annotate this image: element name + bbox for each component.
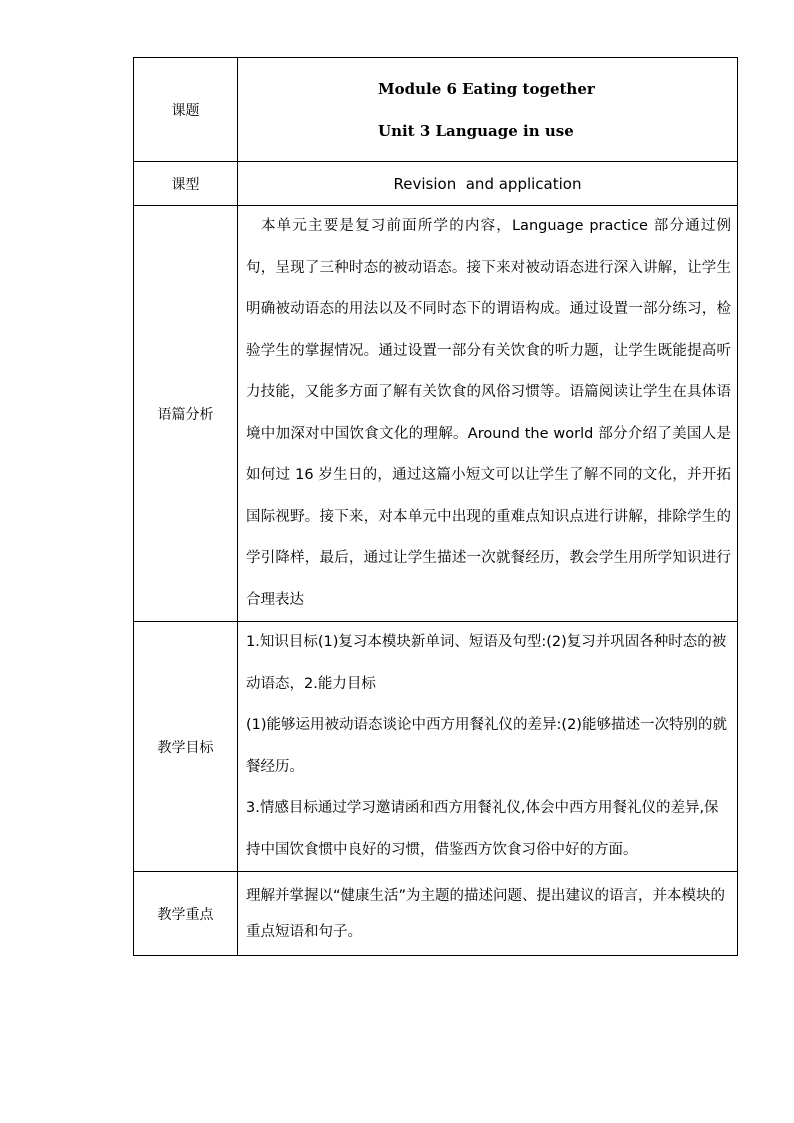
table-row-teaching-goals (134, 622, 738, 872)
table-row-teaching-focus (134, 872, 738, 956)
lesson-plan-table (133, 57, 738, 956)
teaching-goals-content (238, 622, 738, 872)
teaching-goals-line-1: 1.知识目标(1)复习本模块新单词、短语及句型:(2)复习并巩固各种时态的被动语态，2.能力目标 (246, 634, 727, 692)
text-analysis-paragraph: 本单元主要是复习前面所学的内容，Language practice 部分通过例句，呈现了三种时态的被动语态。接下来对被动语态进行深入讲解，让学生明确被动语态的用法以及不同时态下的谓语构成。通过设置一部分练习，检验学生的掌握情况。通过设置一部分有关饮食的听力题，让学生既能提高听力技能，又能多方面了解有关饮食的风俗习惯等。语篇阅读让学生在具体语境中加深对中国饮食文化的理解。Around the world 部分介绍了美国人是如何过 16 岁生日的，通过这篇小短文可以让学生了解不同的文化，并开拓国际视野。接下来，对本单元中出现的重难点知识点进行讲解，排除学生的学引降样，最后，通过让学生描述一次就餐经历，教会学生用所学知识进行合理表达 (246, 218, 731, 608)
module-title: Module 6 Eating together (378, 79, 595, 98)
teaching-goals-label: 教学目标 (134, 622, 238, 872)
text-analysis-label: 语篇分析 (134, 206, 238, 622)
teaching-goals-line-2: (1)能够运用被动语态谈论中西方用餐礼仪的差异:(2)能够描述一次特别的就餐经历。 (246, 717, 727, 775)
teaching-focus-label: 教学重点 (134, 872, 238, 956)
table-row-text-analysis (134, 206, 738, 622)
text-analysis-content (238, 206, 738, 622)
topic-label: 课题 (134, 58, 238, 162)
topic-content (238, 58, 738, 162)
table-row-topic (134, 58, 738, 162)
teaching-focus-text: 理解并掌握以“健康生活”为主题的描述问题、提出建议的语言，并本模块的重点短语和句子。 (246, 887, 726, 940)
unit-title: Unit 3 Language in use (378, 121, 574, 140)
teaching-goals-line-3: 3.情感目标通过学习邀请函和西方用餐礼仪,体会中西方用餐礼仪的差异,保持中国饮食惯中良好的习惯，借鉴西方饮食习俗中好的方面。 (246, 800, 719, 858)
teaching-focus-content (238, 872, 738, 956)
lesson-type-value: Revision and application (238, 162, 738, 206)
table-row-lesson-type (134, 162, 738, 206)
lesson-type-label: 课型 (134, 162, 238, 206)
